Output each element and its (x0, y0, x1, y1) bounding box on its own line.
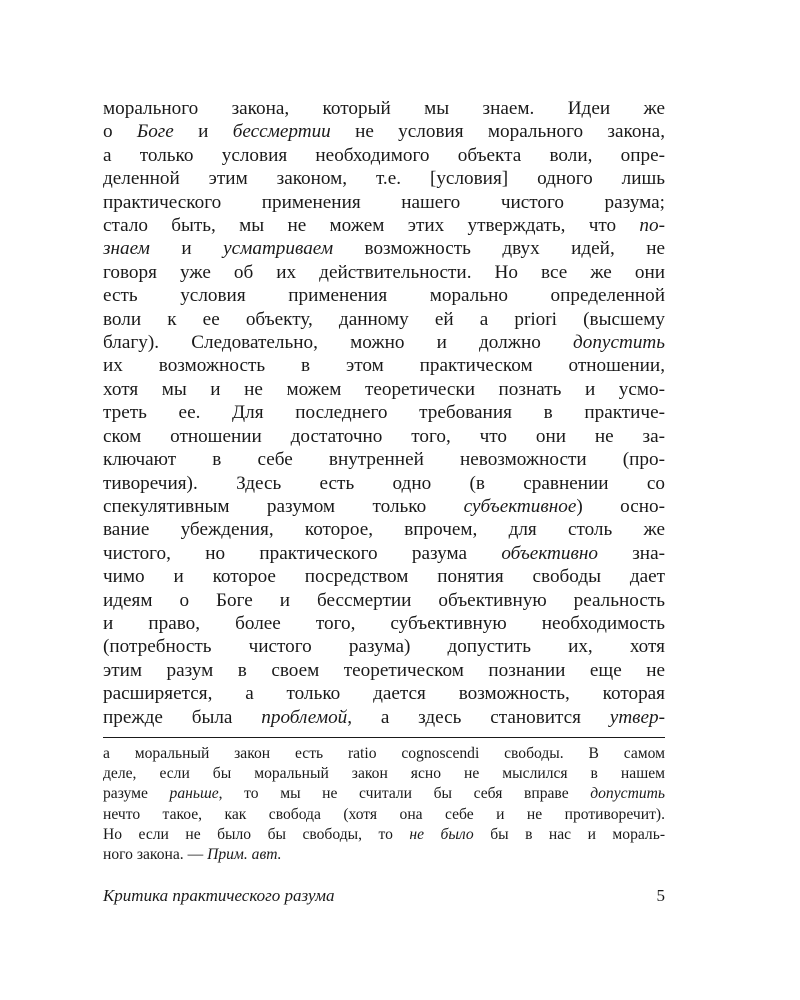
running-title: Критика практического разума (103, 886, 335, 905)
text-run: практического применения нашего чистого разума; (103, 191, 665, 213)
body-line (103, 706, 665, 729)
text-run: идеям о Боге и бессмертии объективную реальность (103, 589, 665, 611)
text-run: стало быть, мы не можем этих утверждать, что (103, 215, 640, 237)
italic-text: усматриваем (223, 238, 334, 260)
body-line (103, 659, 665, 682)
text-run: говоря уже об их действительности. Но все же они (103, 261, 665, 283)
italic-text: субъективное (463, 495, 577, 517)
footnote (103, 744, 665, 865)
text-run: деленной этим законом, т.е. [условия] одного лишь (103, 168, 665, 190)
text-run: не условия морального закона, (330, 121, 665, 143)
body-line (103, 167, 665, 190)
body-line (103, 425, 665, 448)
text-run: этим разум в своем теоретическом познании еще не (103, 659, 665, 681)
text-run: воли к ее объекту, данному ей a priori (высшему (103, 308, 665, 330)
body-line (103, 612, 665, 635)
text-run: и (149, 238, 224, 260)
text-run: ключают в себе внутренней невозможности (про- (103, 449, 665, 471)
text-run: , то мы не считали бы себя вправе (218, 785, 591, 803)
body-line (103, 542, 665, 565)
footnote-line (103, 845, 665, 865)
body-line (103, 682, 665, 705)
italic-text: знаем (103, 238, 150, 260)
text-run: треть ее. Для последнего требования в практиче- (103, 402, 665, 424)
text-run: ного закона. — (103, 845, 208, 863)
text-run: деле, если бы моральный закон ясно не мыслился в нашем (103, 765, 665, 783)
text-run: расширяется, а только дается возможность, которая (103, 683, 665, 705)
body-line (103, 284, 665, 307)
text-run: вание убеждения, которое, впрочем, для столь же (103, 519, 665, 541)
italic-text: раньше (169, 785, 219, 803)
text-run: спекулятивным разумом только (103, 495, 464, 517)
footnote-line (103, 744, 665, 764)
body-line (103, 237, 665, 260)
body-line (103, 97, 665, 120)
italic-text: Боге (136, 121, 174, 143)
footnote-line (103, 825, 665, 845)
italic-text: объективно (501, 542, 598, 564)
text-run: разуме (103, 785, 170, 803)
text-run: чистого, но практического разума (103, 542, 502, 564)
text-run: чимо и которое посредством понятия свободы дает (103, 566, 665, 588)
text-run: и (173, 121, 233, 143)
body-line (103, 144, 665, 167)
text-run: тиворечия). Здесь есть одно (в сравнении со (103, 472, 665, 494)
text-run: хотя мы и не можем теоретически познать и усмо- (103, 378, 665, 400)
text-run: , а здесь становится (347, 706, 610, 728)
page-number: 5 (656, 886, 665, 905)
text-run: возможность двух идей, не (333, 238, 665, 260)
text-run: бы в нас и мораль- (473, 825, 666, 843)
body-line (103, 261, 665, 284)
text-run: нечто такое, как свобода (хотя она себе и не противоречит). (103, 805, 665, 823)
footnote-divider (103, 737, 665, 738)
text-run: (потребность чистого разума) допустить их, хотя (103, 636, 665, 658)
body-line (103, 331, 665, 354)
text-run: а только условия необходимого объекта воли, опре- (103, 144, 665, 166)
text-run: а моральный закон есть ratio cognoscendi свободы. В самом (103, 744, 665, 762)
body-line (103, 354, 665, 377)
italic-text: допустить (590, 785, 665, 803)
body-line (103, 378, 665, 401)
body-line (103, 589, 665, 612)
italic-text: утвер- (609, 706, 665, 728)
text-run: ) осно- (576, 495, 665, 517)
italic-text: бессмертии (232, 121, 331, 143)
text-run: зна- (597, 542, 665, 564)
text-run: благу). Следовательно, можно и должно (103, 332, 574, 354)
body-line (103, 518, 665, 541)
italic-text: допустить (573, 332, 665, 354)
body-line (103, 214, 665, 237)
body-line (103, 495, 665, 518)
body-text (103, 97, 665, 729)
body-line (103, 308, 665, 331)
italic-text: Прим. авт. (207, 845, 282, 863)
body-line (103, 448, 665, 471)
body-line (103, 401, 665, 424)
footnote-line (103, 764, 665, 784)
text-run: есть условия применения морально определенной (103, 285, 665, 307)
body-line (103, 472, 665, 495)
body-line (103, 120, 665, 143)
text-run: о (103, 121, 137, 143)
footnote-line (103, 784, 665, 804)
text-run: ском отношении достаточно того, что они не за- (103, 425, 665, 447)
body-line (103, 191, 665, 214)
body-line (103, 635, 665, 658)
italic-text: проблемой (261, 706, 348, 728)
page-content (103, 97, 665, 865)
text-run: прежде была (103, 706, 262, 728)
text-run: и право, более того, субъективную необходимость (103, 612, 665, 634)
text-run: морального закона, который мы знаем. Идеи же (103, 98, 665, 119)
italic-text: по- (639, 215, 665, 237)
body-line (103, 565, 665, 588)
text-run: их возможность в этом практическом отношении, (103, 355, 665, 377)
text-run: Но если не было бы свободы, то (103, 825, 410, 843)
page-footer (103, 886, 665, 906)
footnote-line (103, 805, 665, 825)
italic-text: не было (409, 825, 474, 843)
